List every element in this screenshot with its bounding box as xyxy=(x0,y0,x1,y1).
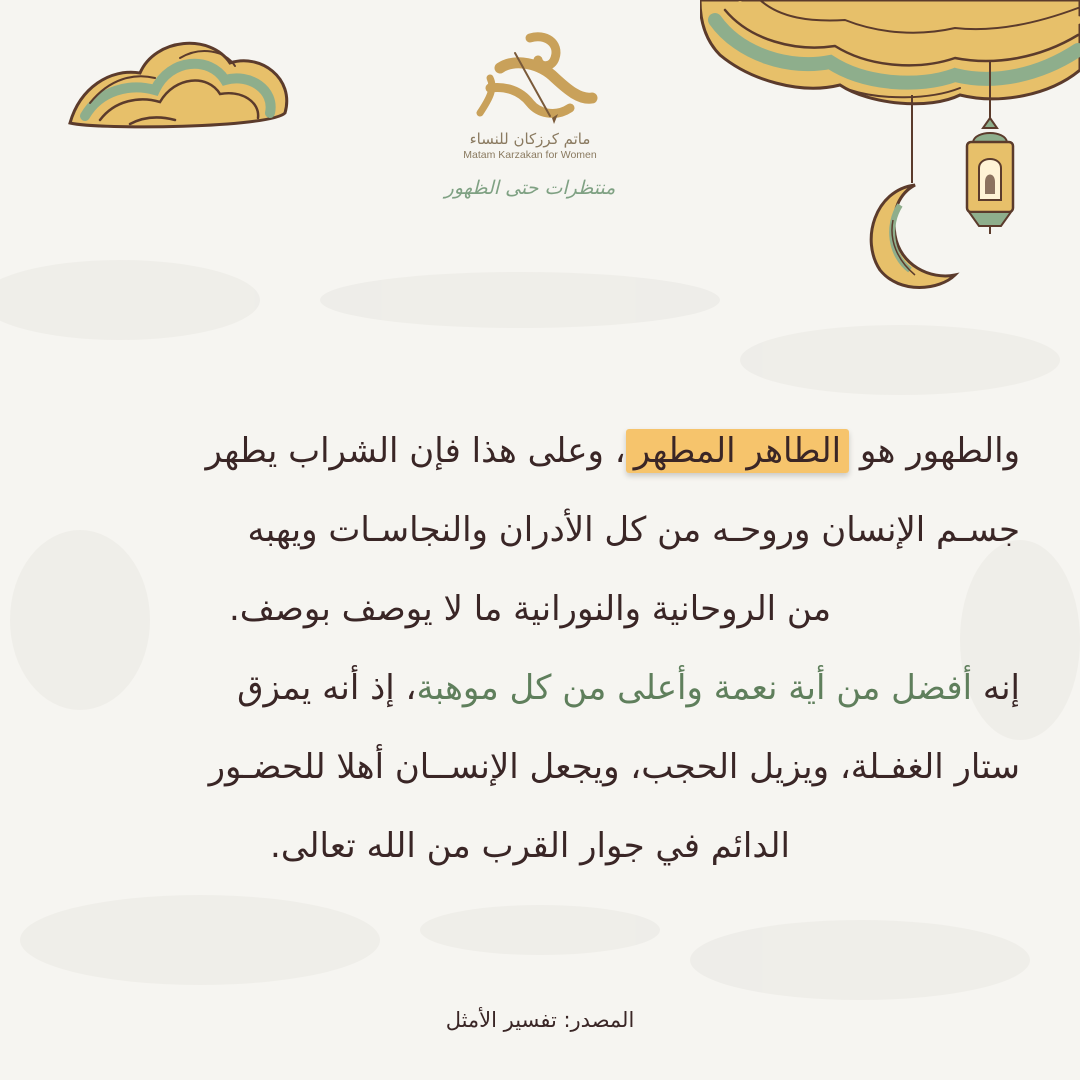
source-citation: المصدر: تفسير الأمثل xyxy=(445,1008,635,1032)
cloud-left-ornament xyxy=(60,28,300,138)
lantern-icon xyxy=(955,60,1025,235)
line1-before: والطهور هو xyxy=(849,431,1020,471)
text-line-5: ستار الغفـلة، ويزيل الحجب، ويجعل الإنســان أهلا للحضـور xyxy=(208,747,1020,787)
logo-name-english: Matam Karzakan for Women xyxy=(463,149,597,161)
text-line-3: من الروحانية والنورانية ما لا يوصف بوصف. xyxy=(228,589,832,629)
logo xyxy=(440,28,620,238)
line4-after: ، إذ أنه يمزق xyxy=(237,668,417,708)
highlighted-phrase: الطاهر المطهر xyxy=(626,429,849,473)
logo-calligraphy-mark xyxy=(460,28,600,128)
line1-after: ، وعلى هذا فإن الشراب يطهر xyxy=(205,431,626,471)
text-line-1 xyxy=(40,412,1020,491)
text-line-4 xyxy=(40,649,1020,728)
crescent-moon-icon xyxy=(855,95,965,295)
logo-tagline: منتظرات حتى الظهور xyxy=(444,177,616,199)
green-phrase: أفضل من أية نعمة وأعلى من كل موهبة xyxy=(416,668,973,708)
main-paragraph xyxy=(40,412,1020,886)
logo-name-arabic: ماتم كرزكان للنساء xyxy=(469,130,591,148)
line4-before: إنه xyxy=(972,668,1020,708)
text-line-2: جسـم الإنسان وروحـه من كل الأدران والنجاسـات ويهبه xyxy=(247,510,1020,550)
text-line-6: الدائم في جوار القرب من الله تعالى. xyxy=(270,826,790,866)
